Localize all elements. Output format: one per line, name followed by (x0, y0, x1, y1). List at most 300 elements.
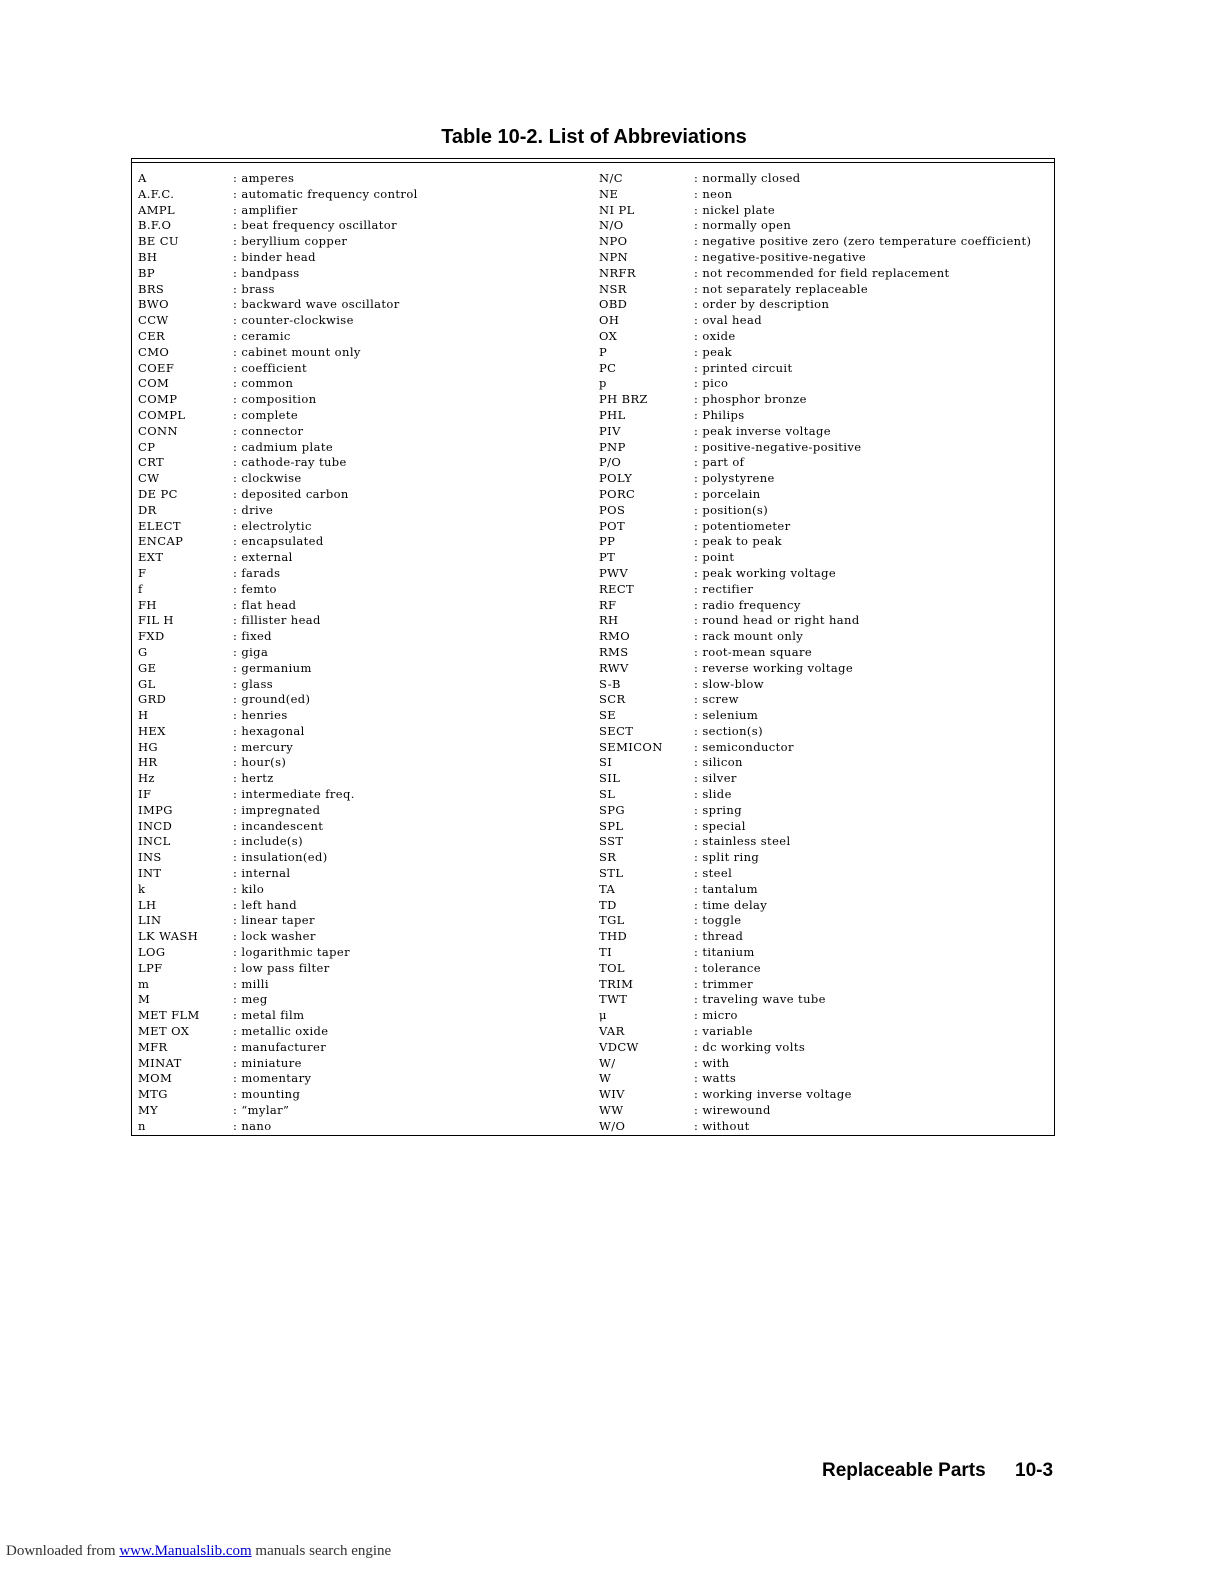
definition: titanium (702, 945, 755, 960)
abbreviation: N/C (599, 171, 623, 185)
definition: variable (702, 1024, 753, 1039)
table-row (138, 929, 588, 945)
abbreviation: CONN (138, 423, 178, 438)
abbreviation: k (138, 881, 146, 896)
definition: special (702, 818, 746, 833)
definition-cell (694, 392, 807, 408)
definition-cell (694, 218, 791, 234)
table-row (138, 598, 588, 614)
definition: giga (241, 644, 269, 659)
abbreviation: DR (138, 502, 157, 517)
separator: : (694, 708, 703, 723)
abbreviation: WIV (599, 1087, 625, 1102)
definition-cell (233, 882, 264, 898)
abbreviation: INT (138, 866, 162, 881)
definition: farads (241, 565, 281, 580)
abbreviation: CMO (138, 344, 170, 359)
table-row (599, 297, 1049, 313)
separator: : (233, 660, 242, 675)
abbreviation: NPN (599, 249, 629, 264)
definition-cell (694, 913, 742, 929)
definition-cell (233, 376, 293, 392)
definition: include(s) (241, 834, 303, 849)
definition-cell (694, 187, 733, 203)
separator: : (694, 802, 703, 817)
table-row (138, 250, 588, 266)
definition: peak inverse voltage (702, 423, 831, 438)
definition-cell (233, 692, 310, 708)
definition-cell (233, 455, 347, 471)
definition: without (702, 1118, 750, 1133)
table-row (599, 598, 1049, 614)
abbreviation: LH (138, 897, 157, 912)
abbreviation: p (599, 376, 607, 391)
abbreviation: LK WASH (138, 929, 199, 944)
definition: ground(ed) (241, 692, 311, 707)
abbreviation: PIV (599, 423, 621, 438)
definition-cell (233, 677, 273, 693)
abbreviation: m (138, 976, 150, 991)
abbreviation: ELECT (138, 518, 181, 533)
abbreviation: DE PC (138, 486, 178, 501)
definition: encapsulated (241, 534, 324, 549)
definition: mounting (241, 1087, 301, 1102)
separator: : (233, 992, 242, 1007)
definition-cell (233, 1008, 304, 1024)
table-row (599, 329, 1049, 345)
table-row (599, 945, 1049, 961)
separator: : (233, 249, 242, 264)
table-row (599, 376, 1049, 392)
table-row (599, 755, 1049, 771)
definition-cell (233, 898, 297, 914)
separator: : (233, 502, 242, 517)
definition: slide (702, 787, 732, 802)
abbreviations-table (131, 158, 1055, 1136)
table-row (138, 945, 588, 961)
definition: amplifier (241, 202, 298, 217)
table-row (138, 1056, 588, 1072)
table-row (138, 661, 588, 677)
definition: metal film (241, 1008, 305, 1023)
definition: fillister head (241, 613, 321, 628)
abbreviation: PP (599, 534, 616, 549)
separator: : (694, 629, 703, 644)
table-row (599, 771, 1049, 787)
definition: traveling wave tube (702, 992, 826, 1007)
table-row (599, 440, 1049, 456)
definition-cell (233, 866, 291, 882)
definition-cell (233, 171, 294, 187)
table-row (138, 866, 588, 882)
table-row (599, 550, 1049, 566)
separator: : (694, 1087, 703, 1102)
definition: tantalum (702, 881, 758, 896)
abbreviation: HG (138, 739, 159, 754)
definition: impregnated (241, 802, 321, 817)
definition: rack mount only (702, 629, 804, 644)
abbreviation: TRIM (599, 976, 634, 991)
table-row (599, 171, 1049, 187)
manualslib-link[interactable]: www.Manualslib.com (119, 1543, 252, 1559)
table-row (599, 977, 1049, 993)
table-row (599, 455, 1049, 471)
definition-cell (233, 203, 298, 219)
definition: not recommended for field replacement (702, 265, 950, 280)
definition: henries (241, 708, 288, 723)
definition: not separately replaceable (702, 281, 869, 296)
table-row (599, 992, 1049, 1008)
separator: : (694, 992, 703, 1007)
definition: “mylar” (241, 1103, 290, 1118)
table-row (138, 724, 588, 740)
definition-cell (233, 1024, 329, 1040)
table-row (599, 929, 1049, 945)
definition-cell (694, 598, 801, 614)
table-row (599, 203, 1049, 219)
separator: : (233, 692, 242, 707)
abbreviation: G (138, 644, 148, 659)
definition-cell (694, 171, 801, 187)
separator: : (233, 913, 242, 928)
abbreviation: SEMICON (599, 739, 663, 754)
definition-cell (233, 250, 316, 266)
definition-cell (694, 234, 1031, 250)
definition: flat head (241, 597, 297, 612)
table-row (138, 203, 588, 219)
table-row (599, 1071, 1049, 1087)
separator: : (233, 234, 242, 249)
separator: : (694, 929, 703, 944)
definition-cell (233, 1056, 302, 1072)
definition: toggle (702, 913, 742, 928)
definition-cell (233, 708, 288, 724)
abbreviation: TWT (599, 992, 628, 1007)
definition: miniature (241, 1055, 302, 1070)
abbreviation: PWV (599, 565, 629, 580)
separator: : (233, 534, 242, 549)
abbreviation: PH BRZ (599, 392, 648, 407)
definition-cell (233, 1103, 289, 1119)
separator: : (694, 613, 703, 628)
definition-cell (233, 487, 349, 503)
table-row (138, 313, 588, 329)
separator: : (233, 1039, 242, 1054)
table-row (599, 266, 1049, 282)
definition-cell (694, 819, 746, 835)
separator: : (233, 802, 242, 817)
definition: femto (241, 581, 277, 596)
separator: : (694, 945, 703, 960)
separator: : (233, 344, 242, 359)
separator: : (694, 960, 703, 975)
separator: : (233, 518, 242, 533)
separator: : (694, 471, 703, 486)
table-row (138, 992, 588, 1008)
definition: milli (241, 976, 269, 991)
abbreviation: f (138, 581, 143, 596)
abbreviation: COMP (138, 392, 178, 407)
abbreviation: Hz (138, 771, 155, 786)
separator: : (694, 866, 703, 881)
abbreviation: INS (138, 850, 162, 865)
table-row (138, 392, 588, 408)
separator: : (694, 313, 703, 328)
table-row (599, 582, 1049, 598)
definition: nano (241, 1118, 272, 1133)
separator: : (694, 1039, 703, 1054)
abbreviation: TGL (599, 913, 625, 928)
table-row (599, 677, 1049, 693)
definition: oval head (702, 313, 762, 328)
abbreviation: HEX (138, 723, 166, 738)
definition: mercury (241, 739, 294, 754)
abbreviation: LPF (138, 960, 163, 975)
definition-cell (233, 313, 354, 329)
abbreviation: GRD (138, 692, 167, 707)
definition-cell (233, 218, 397, 234)
separator: : (694, 297, 703, 312)
separator: : (694, 502, 703, 517)
definition: split ring (702, 850, 760, 865)
separator: : (233, 897, 242, 912)
abbreviation: FH (138, 597, 157, 612)
table-row (138, 1087, 588, 1103)
table-row (599, 534, 1049, 550)
separator: : (694, 1055, 703, 1070)
separator: : (694, 660, 703, 675)
abbreviation: N/O (599, 218, 624, 233)
definition: amperes (241, 171, 295, 185)
separator: : (233, 644, 242, 659)
abbreviation: MOM (138, 1071, 173, 1086)
definition-cell (694, 376, 728, 392)
definition: bandpass (241, 265, 300, 280)
abbreviation: STL (599, 866, 624, 881)
definition-cell (233, 771, 274, 787)
definition-cell (694, 1040, 805, 1056)
definition: hexagonal (241, 723, 305, 738)
definition: connector (241, 423, 304, 438)
table-row (138, 187, 588, 203)
definition: peak (702, 344, 732, 359)
table-row (599, 1056, 1049, 1072)
abbreviation: NPO (599, 234, 628, 249)
definition-cell (694, 487, 761, 503)
definition-cell (233, 598, 296, 614)
definition: deposited carbon (241, 486, 349, 501)
separator: : (233, 471, 242, 486)
table-row (599, 740, 1049, 756)
separator: : (694, 644, 703, 659)
definition: coefficient (241, 360, 308, 375)
abbreviation: NE (599, 186, 619, 201)
definition-cell (233, 503, 273, 519)
separator: : (233, 708, 242, 723)
separator: : (694, 328, 703, 343)
definition-cell (694, 803, 742, 819)
definition: printed circuit (702, 360, 793, 375)
separator: : (694, 186, 703, 201)
abbreviation: INCL (138, 834, 171, 849)
abbreviation: W (599, 1071, 612, 1086)
definition-cell (694, 1024, 753, 1040)
separator: : (233, 1008, 242, 1023)
separator: : (233, 360, 242, 375)
table-row (599, 724, 1049, 740)
definition-cell (694, 1056, 730, 1072)
table-row (138, 692, 588, 708)
table-row (599, 787, 1049, 803)
table-row (599, 629, 1049, 645)
definition: point (702, 550, 735, 565)
definition-cell (233, 282, 275, 298)
definition-cell (233, 1040, 326, 1056)
definition-cell (233, 345, 361, 361)
separator: : (233, 218, 242, 233)
definition: normally open (702, 218, 792, 233)
abbreviation: TA (599, 881, 616, 896)
definition: complete (241, 407, 299, 422)
definition: order by description (702, 297, 830, 312)
separator: : (694, 218, 703, 233)
definition: peak working voltage (702, 565, 837, 580)
separator: : (233, 265, 242, 280)
separator: : (233, 850, 242, 865)
definition: lock washer (241, 929, 316, 944)
separator: : (694, 518, 703, 533)
definition-cell (694, 882, 758, 898)
abbreviation: CCW (138, 313, 169, 328)
table-row (599, 218, 1049, 234)
separator: : (233, 186, 242, 201)
table-row (599, 1024, 1049, 1040)
abbreviation: OH (599, 313, 620, 328)
definition: trimmer (702, 976, 754, 991)
separator: : (694, 976, 703, 991)
abbreviation: OX (599, 328, 618, 343)
separator: : (233, 1024, 242, 1039)
definition-cell (694, 455, 744, 471)
definition: time delay (702, 897, 768, 912)
separator: : (694, 486, 703, 501)
definition: kilo (241, 881, 265, 896)
definition: beat frequency oscillator (241, 218, 397, 233)
definition-cell (233, 945, 350, 961)
separator: : (694, 423, 703, 438)
definition-cell (233, 392, 317, 408)
separator: : (233, 1087, 242, 1102)
table-row (599, 819, 1049, 835)
abbreviation: P/O (599, 455, 622, 470)
separator: : (233, 755, 242, 770)
definition: screw (702, 692, 739, 707)
definition: slow-blow (702, 676, 764, 691)
definition-cell (694, 708, 758, 724)
table-row (599, 345, 1049, 361)
definition-cell (694, 1008, 738, 1024)
separator: : (694, 723, 703, 738)
separator: : (694, 376, 703, 391)
table-row (138, 234, 588, 250)
definition-cell (233, 961, 330, 977)
definition: silicon (702, 755, 743, 770)
separator: : (233, 629, 242, 644)
definition-cell (694, 361, 793, 377)
separator: : (694, 692, 703, 707)
definition-cell (233, 582, 277, 598)
separator: : (694, 897, 703, 912)
abbreviation: NI PL (599, 202, 635, 217)
abbreviation: SCR (599, 692, 626, 707)
definition-cell (694, 724, 763, 740)
definition-cell (233, 755, 286, 771)
table-row (138, 440, 588, 456)
definition: rectifier (702, 581, 754, 596)
abbreviation: EXT (138, 550, 164, 565)
definition-cell (694, 345, 732, 361)
definition-cell (233, 329, 291, 345)
definition: binder head (241, 249, 316, 264)
table-row (138, 218, 588, 234)
definition-cell (694, 629, 803, 645)
definition: potentiometer (702, 518, 791, 533)
table-row (599, 187, 1049, 203)
abbreviation: A (138, 171, 147, 185)
definition-cell (694, 282, 868, 298)
separator: : (233, 392, 242, 407)
definition-cell (694, 898, 767, 914)
table-row (599, 282, 1049, 298)
table-row (138, 550, 588, 566)
definition-cell (233, 534, 324, 550)
table-row (138, 708, 588, 724)
definition: micro (702, 1008, 738, 1023)
definition: round head or right hand (702, 613, 860, 628)
abbreviation: SECT (599, 723, 634, 738)
definition-cell (694, 266, 950, 282)
separator: : (694, 1071, 703, 1086)
table-row (599, 961, 1049, 977)
separator: : (233, 1118, 242, 1133)
table-row (138, 376, 588, 392)
abbreviation: FXD (138, 629, 165, 644)
definition: electrolytic (241, 518, 312, 533)
definition: glass (241, 676, 274, 691)
definition-cell (233, 566, 280, 582)
separator: : (694, 344, 703, 359)
abbreviation: MET FLM (138, 1008, 200, 1023)
abbreviation: SPL (599, 818, 624, 833)
abbreviation: POLY (599, 471, 633, 486)
abbreviation: COMPL (138, 407, 186, 422)
abbreviation: μ (599, 1008, 607, 1023)
separator: : (694, 676, 703, 691)
abbreviation: IMPG (138, 802, 173, 817)
separator: : (233, 407, 242, 422)
abbreviation: H (138, 708, 149, 723)
table-row (138, 771, 588, 787)
table-row (599, 250, 1049, 266)
definition-cell (694, 645, 812, 661)
table-row (599, 566, 1049, 582)
abbreviation: MINAT (138, 1055, 182, 1070)
table-row (599, 913, 1049, 929)
abbreviation: n (138, 1118, 146, 1133)
table-row (599, 708, 1049, 724)
table-row (599, 503, 1049, 519)
definition-cell (694, 692, 739, 708)
